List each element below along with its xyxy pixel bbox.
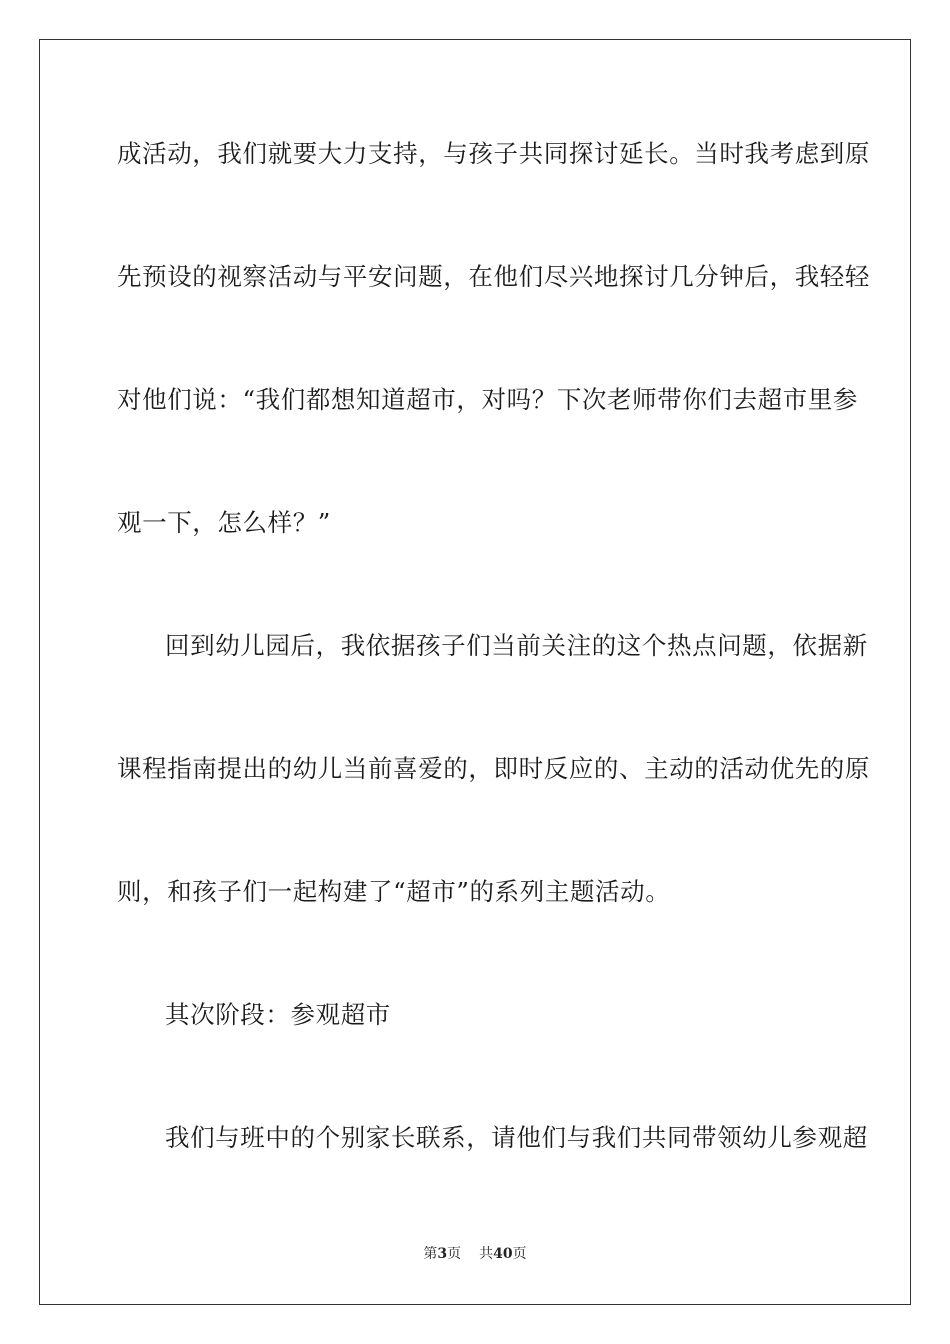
page-footer xyxy=(0,1244,950,1264)
footer-page-suffix: 页 xyxy=(447,1246,462,1262)
footer-total-prefix: 共 xyxy=(479,1246,494,1262)
paragraph-line-7: 则，和孩子们一起构建了“超市”的系列主题活动。 xyxy=(117,877,671,906)
footer-total-suffix: 页 xyxy=(512,1246,527,1262)
paragraph-line-4: 观一下，怎么样？” xyxy=(117,508,331,537)
paragraph-line-1: 成活动，我们就要大力支持，与孩子共同探讨延长。当时我考虑到原 xyxy=(117,139,870,168)
section-heading: 其次阶段：参观超市 xyxy=(165,1000,391,1029)
footer-total-pages: 40 xyxy=(493,1246,513,1262)
footer-page-number: 3 xyxy=(437,1246,448,1262)
paragraph-line-2: 先预设的视察活动与平安问题，在他们尽兴地探讨几分钟后，我轻轻 xyxy=(117,262,870,291)
paragraph-line-5: 回到幼儿园后，我依据孩子们当前关注的这个热点问题，依据新 xyxy=(165,631,868,660)
footer-page-prefix: 第 xyxy=(423,1246,438,1262)
page-border xyxy=(39,39,911,1305)
paragraph-line-9: 我们与班中的个别家长联系，请他们与我们共同带领幼儿参观超 xyxy=(165,1123,868,1152)
paragraph-line-3: 对他们说：“我们都想知道超市，对吗？下次老师带你们去超市里参 xyxy=(117,385,859,414)
paragraph-line-6: 课程指南提出的幼儿当前喜爱的，即时反应的、主动的活动优先的原 xyxy=(117,754,870,783)
